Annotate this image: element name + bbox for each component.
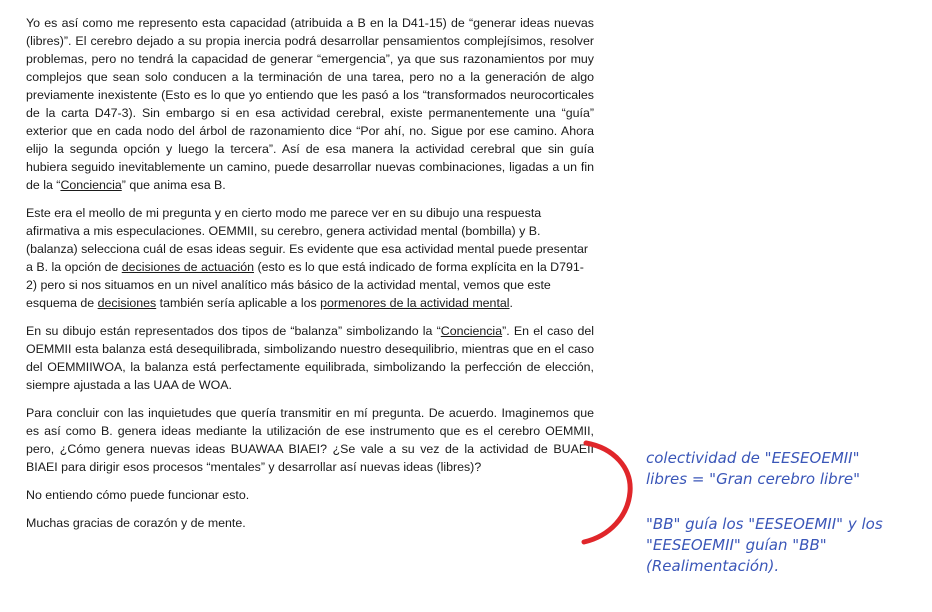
annotation-block-2 — [646, 514, 926, 577]
paragraph-3: En su dibujo están representados dos tipos de “balanza” simbolizando la “Conciencia”. En el caso del OEMMII esta balanza está desequilibrada, simbolizando nuestro desequilibrio, mientras que en el caso del OEMMIIWOA, la balanza está perfectamente equilibrada, simbolizando la perfección de elección, siempre ajustada a las UAA de WOA. — [26, 324, 594, 392]
underlined-conciencia: Conciencia — [60, 178, 122, 192]
annotation-line-1: colectividad de "EESEOEMII" — [646, 449, 860, 467]
red-brace-annotation — [578, 436, 638, 548]
paragraph-2: Este era el meollo de mi pregunta y en cierto modo me parece ver en su dibujo una respuesta afirmativa a mis especulaciones. OEMMII, su cerebro, genera actividad mental (bombilla) y B. (balanza) selecciona cuál de esas ideas seguir. Es evidente que esa actividad mental puede presentar a B. la opción de decisiones de actuación (esto es lo que está indicado de forma explícita en la D791-2) pero si nos situamos en un nivel analítico más básico de la actividad mental, vemos que este esquema de decisiones también sería aplicable a los pormenores de la actividad mental. — [26, 206, 589, 310]
underlined-decisiones-actuacion: decisiones de actuación — [121, 260, 255, 274]
paragraph-5: No entiendo cómo puede funcionar esto. — [26, 488, 250, 502]
annotation-line-2: libres = "Gran cerebro libre" — [646, 470, 860, 488]
document-body — [26, 14, 594, 542]
annotation-line-3: "BB" guía los "EESEOEMII" y los — [646, 515, 883, 533]
paragraph-4: Para concluir con las inquietudes que quería transmitir en mí pregunta. De acuerdo. Imaginemos que es así como B. genera ideas mediante la utilización de ese instrumento que es el cerebro OEMMII, pero, ¿Cómo genera nuevas ideas BUAWAA BIAEI? ¿Se vale a su vez de la actividad de BUAEII BIAEI para dirigir esos procesos “mentales” y desarrollar así nuevas ideas (libres)? — [26, 406, 594, 474]
annotation-line-4: "EESEOEMII" guían "BB" — [646, 536, 827, 554]
annotation-block-1 — [646, 448, 926, 490]
underlined-decisiones: decisiones — [97, 296, 157, 310]
underlined-conciencia-2: Conciencia — [440, 324, 503, 338]
underlined-pormenores: pormenores de la actividad mental — [320, 296, 510, 310]
paragraph-1: Yo es así como me represento esta capacidad (atribuida a B en la D41-15) de “generar ideas nuevas (libres)”. El cerebro dejado a su propia inercia podrá desarrollar pensamientos complejísimos, resolver problemas, pero no tendrá la capacidad de generar “emergencia”, ya que sus razonamientos por muy complejos que sean solo conducen a la terminación de una tarea, pero no a la generación de algo previamente inexistente (Esto es lo que yo entiendo que les pasó a los “transformados neurocorticales de la carta D47-3). Sin embargo si en esa actividad cerebral, existe permanentemente una “guía” exterior que en cada nodo del árbol de razonamiento dice “Por ahí, no. Sigue por ese camino. Ahora elijo la segunda opción y luego la tercera”. Así de esa manera la actividad cerebral que sin guía hubiera seguido inevitablemente un camino, puede desarrollar nuevas combinaciones, ligadas a un fin de la “Conciencia” que anima esa B. — [26, 16, 594, 192]
annotation-line-5: (Realimentación). — [646, 557, 780, 575]
paragraph-6: Muchas gracias de corazón y de mente. — [26, 516, 246, 530]
